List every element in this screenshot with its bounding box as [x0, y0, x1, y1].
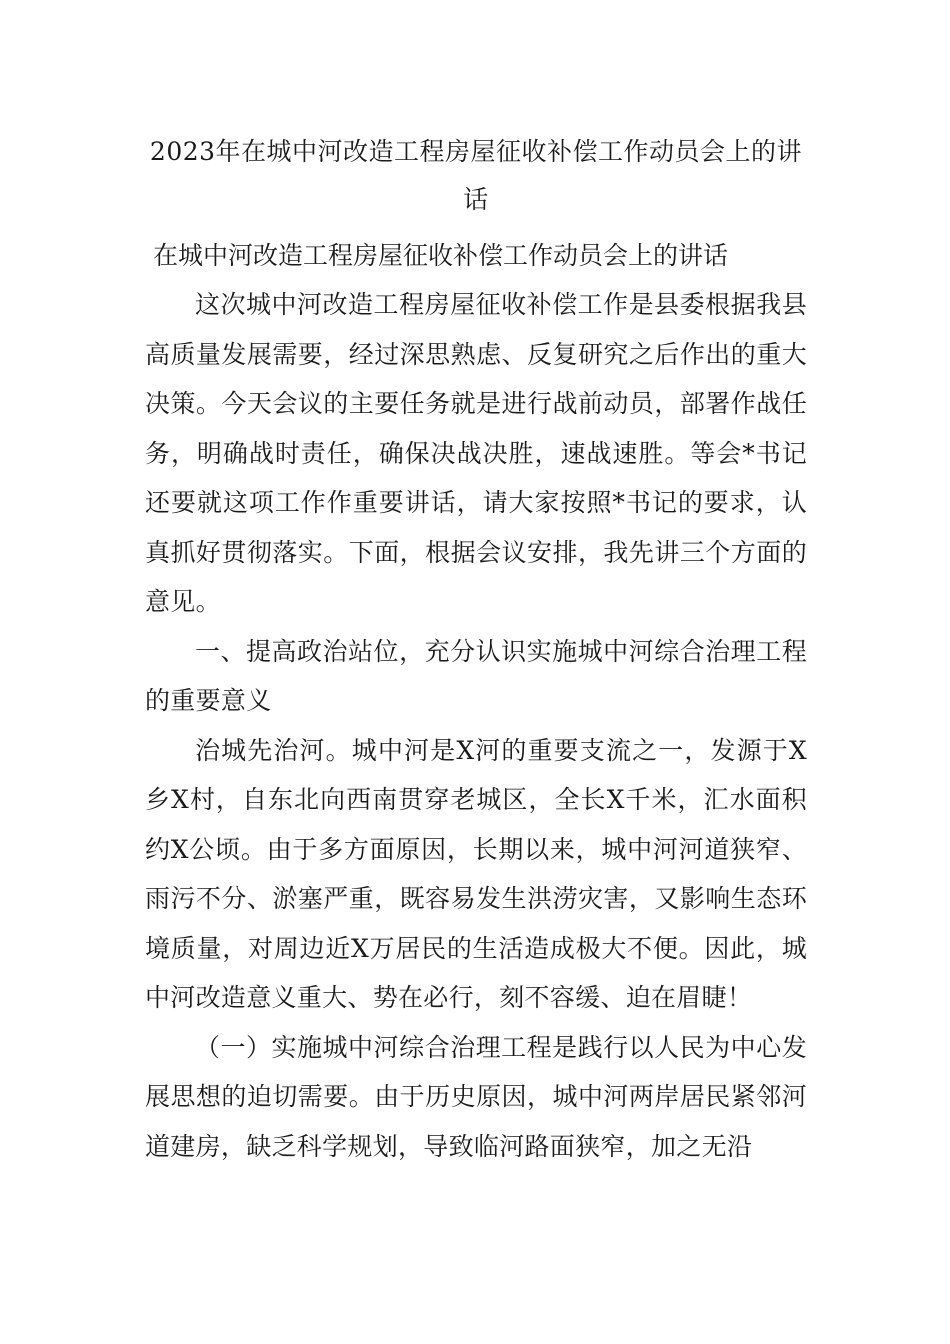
paragraph-intro: 这次城中河改造工程房屋征收补偿工作是县委根据我县高质量发展需要，经过深思熟虑、反复研究之后作出的重大决策。今天会议的主要任务就是进行战前动员，部署作战任务，明确战时责任，确保决战决胜，速战速胜。等会*书记还要就这项工作作重要讲话，请大家按照*书记的要求，认真抓好贯彻落实。下面，根据会议安排，我先讲三个方面的意见。: [145, 290, 807, 616]
paragraph-background: 治城先治河。城中河是X河的重要支流之一，发源于X乡X村，自东北向西南贯穿老城区，全长X千米，汇水面积约X公顷。由于多方面原因，长期以来，城中河河道狭窄、雨污不分、淤塞严重，既容易发生洪涝灾害，又影响生态环境质量，对周边近X万居民的生活造成极大不便。因此，城中河改造意义重大、势在必行，刻不容缓、迫在眉睫！: [145, 735, 807, 1012]
document-title: 2023年在城中河改造工程房屋征收补偿工作动员会上的讲话: [149, 137, 803, 214]
section-heading-1: 一、提高政治站位，充分认识实施城中河综合治理工程的重要意义: [145, 636, 807, 715]
document-body: [145, 128, 807, 1171]
paragraph-point-1: （一）实施城中河综合治理工程是践行以人民为中心发展思想的迫切需要。由于历史原因，城中河两岸居民紧邻河道建房，缺乏科学规划，导致临河路面狭窄，加之无沿: [145, 1032, 807, 1161]
document-subtitle: 在城中河改造工程房屋征收补偿工作动员会上的讲话: [153, 241, 729, 270]
